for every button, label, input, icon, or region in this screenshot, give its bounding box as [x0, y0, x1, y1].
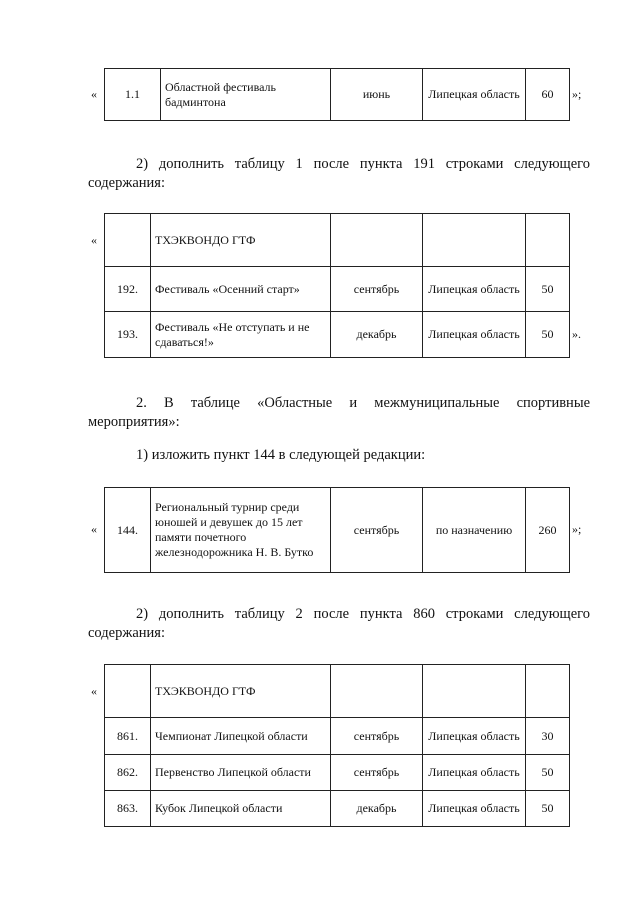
participant-count: 50 [526, 755, 570, 791]
table-row [105, 791, 570, 827]
open-quote-mark: « [91, 522, 97, 536]
row-number: 861. [105, 718, 151, 755]
row-number: 192. [105, 267, 151, 312]
header-empty-cell [105, 214, 151, 267]
event-name: Фестиваль «Не отступать и не сдаваться!» [151, 312, 331, 358]
participant-count: 60 [526, 69, 570, 121]
event-name: Первенство Липецкой области [151, 755, 331, 791]
close-quote-mark: »; [572, 87, 582, 101]
close-quote-mark: »; [572, 522, 582, 536]
row-number: 144. [105, 488, 151, 573]
header-empty-cell [423, 214, 526, 267]
table-1 [104, 68, 570, 121]
event-location: Липецкая область [423, 312, 526, 358]
header-empty-cell [331, 665, 423, 718]
event-location: Липецкая область [423, 718, 526, 755]
row-number: 1.1 [105, 69, 161, 121]
paragraph-line: 2) дополнить таблицу 1 после пункта 191 строками следующего [136, 156, 590, 172]
section-header-row [105, 214, 570, 267]
participant-count: 30 [526, 718, 570, 755]
event-month: сентябрь [331, 755, 423, 791]
event-month: сентябрь [331, 267, 423, 312]
row-number: 862. [105, 755, 151, 791]
paragraph-3 [88, 446, 590, 465]
table-row [105, 69, 570, 121]
paragraph-1 [88, 155, 590, 193]
table-row [105, 488, 570, 573]
header-empty-cell [526, 665, 570, 718]
paragraph-line: содержания: [88, 625, 166, 641]
event-name: Фестиваль «Осенний старт» [151, 267, 331, 312]
paragraph-line: 2. В таблице «Областные и межмуниципальные спортивные [136, 395, 590, 411]
event-name: Кубок Липецкой области [151, 791, 331, 827]
event-location: Липецкая область [423, 267, 526, 312]
event-month: июнь [331, 69, 423, 121]
event-month: декабрь [331, 791, 423, 827]
section-header: ТХЭКВОНДО ГТФ [151, 214, 331, 267]
section-header-row [105, 665, 570, 718]
section-header: ТХЭКВОНДО ГТФ [151, 665, 331, 718]
header-empty-cell [423, 665, 526, 718]
event-month: декабрь [331, 312, 423, 358]
paragraph-line: 1) изложить пункт 144 в следующей редакции: [136, 447, 426, 463]
row-number: 863. [105, 791, 151, 827]
open-quote-mark: « [91, 87, 97, 101]
event-location: Липецкая область [423, 755, 526, 791]
paragraph-line: мероприятия»: [88, 414, 180, 430]
header-empty-cell [331, 214, 423, 267]
event-month: сентябрь [331, 488, 423, 573]
event-location: Липецкая область [423, 791, 526, 827]
event-name: Региональный турнир среди юношей и девушек до 15 лет памяти почетного железнодорожника Н. В. Бутко [151, 488, 331, 573]
table-row [105, 755, 570, 791]
close-quote-mark: ». [572, 327, 581, 341]
table-2 [104, 213, 570, 358]
table-row [105, 312, 570, 358]
table-row [105, 718, 570, 755]
event-location: по назначению [423, 488, 526, 573]
row-number: 193. [105, 312, 151, 358]
header-empty-cell [105, 665, 151, 718]
participant-count: 50 [526, 791, 570, 827]
open-quote-mark: « [91, 233, 97, 247]
event-month: сентябрь [331, 718, 423, 755]
open-quote-mark: « [91, 684, 97, 698]
paragraph-4 [88, 605, 590, 643]
event-name: Чемпионат Липецкой области [151, 718, 331, 755]
paragraph-2 [88, 394, 590, 432]
participant-count: 50 [526, 267, 570, 312]
header-empty-cell [526, 214, 570, 267]
event-name: Областной фестиваль бадминтона [161, 69, 331, 121]
table-4 [104, 664, 570, 827]
table-3 [104, 487, 570, 573]
participant-count: 260 [526, 488, 570, 573]
table-row [105, 267, 570, 312]
paragraph-line: содержания: [88, 175, 166, 191]
participant-count: 50 [526, 312, 570, 358]
paragraph-line: 2) дополнить таблицу 2 после пункта 860 строками следующего [136, 606, 590, 622]
event-location: Липецкая область [423, 69, 526, 121]
